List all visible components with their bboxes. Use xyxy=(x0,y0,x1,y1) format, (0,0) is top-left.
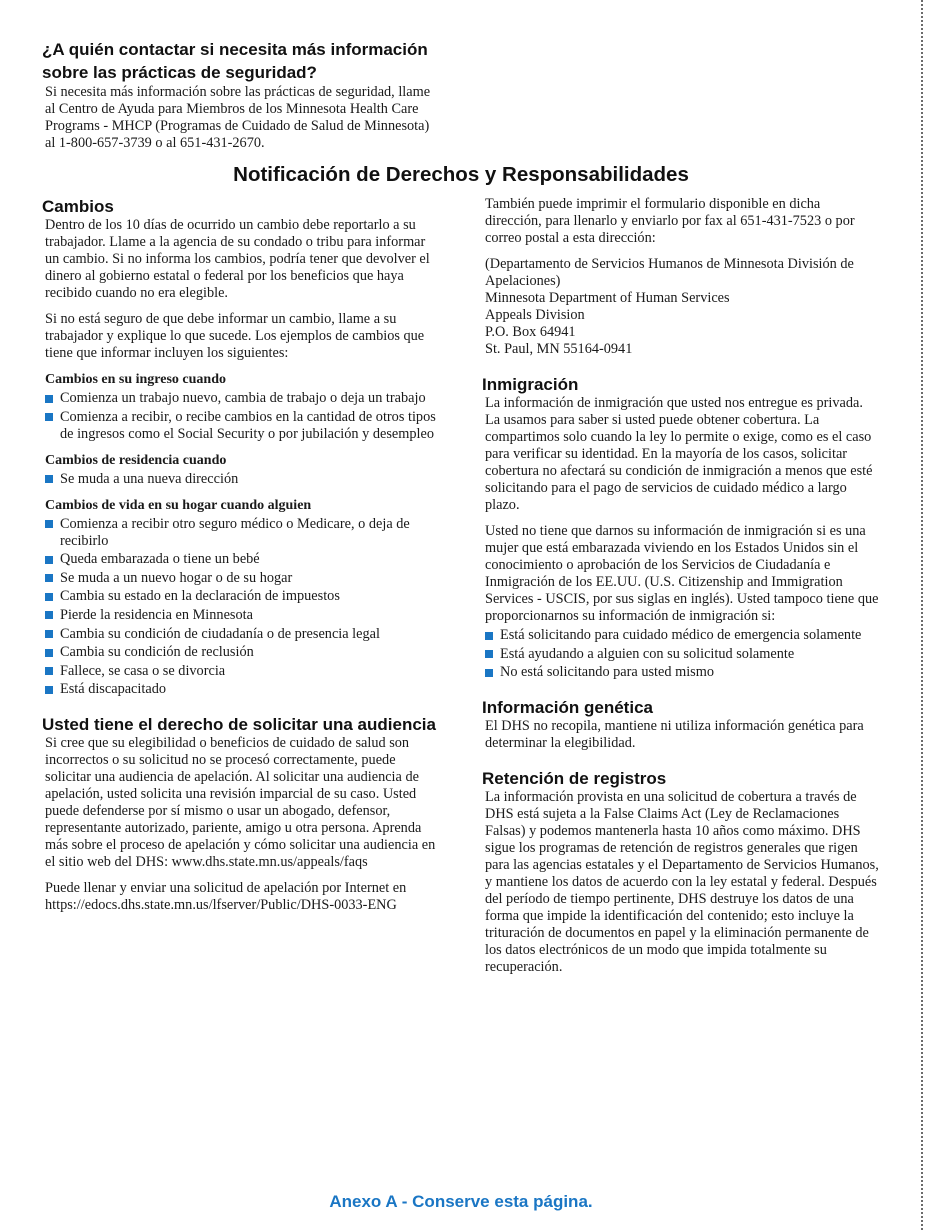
immigration-paragraph-1: La información de inmigración que usted nos entregue es privada. La usamos para saber si usted puede obtener cobertura. La compartimos solo cuando la ley lo permite o exige, como es el caso para verificar su identidad. En la mayoría de los casos, solicitar cobertura no afectará su condición de inmigración a menos que esté solicitando para el pago de servicios de cuidado médico a largo plazo. xyxy=(485,395,873,513)
immigration-heading: Inmigración xyxy=(482,375,579,394)
immigration-paragraph-2: Usted no tiene que darnos su información de inmigración si es una mujer que está embarazada viviendo en los Estados Unidos sin el conocimiento o aprobación de los Servicios de Ciudadanía e Inmigración de los EE.UU. (U.S. Citizenship and Immigration Services - USCIS, por sus siglas en inglés). Usted tampoco tiene que proporcionarnos su información de inmigración si: xyxy=(485,523,879,624)
list-item: Se muda a una nueva dirección xyxy=(45,471,440,488)
immigration-exceptions-list xyxy=(482,627,880,681)
cambios-paragraph-1: Dentro de los 10 días de ocurrido un cambio debe reportarlo a su trabajador. Llame a la agencia de su condado o tribu para informar un cambio. Si no informa los cambios, podría tener que devolver el dinero al gobierno estatal o federal por los beneficios que haya recibido cuando no era elegible. xyxy=(45,217,430,301)
list-item: No está solicitando para usted mismo xyxy=(485,664,880,681)
list-item: Fallece, se casa o se divorcia xyxy=(45,663,440,680)
hearing-paragraph-1: Si cree que su elegibilidad o beneficios de cuidado de salud son incorrectos o su solicitud no se procesó correctamente, puede solicitar una audiencia de apelación. Al solicitar una audiencia de apelación, usted solicita una revisión imparcial de su caso. Usted puede defenderse por sí mismo o usar un abogado, defensor, representante autorizado, pariente, amigo u otra persona. Aprenda más sobre el proceso de apelación y cómo solicitar una audiencia en el sitio web del DHS: www.dhs.state.mn.us/appeals/faqs xyxy=(45,735,436,871)
contact-heading: ¿A quién contactar si necesita más información sobre las prácticas de seguridad? xyxy=(42,40,428,82)
genetic-info-paragraph: El DHS no recopila, mantiene ni utiliza información genética para determinar la elegibilidad. xyxy=(485,718,864,752)
income-changes-subheading: Cambios en su ingreso cuando xyxy=(45,372,227,387)
left-column xyxy=(42,196,440,914)
life-changes-list xyxy=(42,516,440,699)
contact-section xyxy=(42,38,442,152)
list-item: Está ayudando a alguien con su solicitud solamente xyxy=(485,646,880,663)
life-changes-subheading: Cambios de vida en su hogar cuando alguien xyxy=(45,497,312,513)
records-retention-paragraph: La información provista en una solicitud de cobertura a través de DHS está sujeta a la False Claims Act (Ley de Reclamaciones Falsas) y podemos mantenerla hasta 10 años como máximo. DHS sigue los programas de retención de registros generales que rigen para las agencias estatales y el Departamento de Servicios Humanos, y mantiene los datos de acuerdo con la ley estatal y federal. Después del período de tiempo pertinente, DHS destruye los datos de una forma que impide la identificación del contenido; esto incluye la trituración de documentos en papel y la eliminación permanente de los datos electrónicos de un modo que impida totalmente su recuperación. xyxy=(485,789,879,976)
list-item: Comienza a recibir, o recibe cambios en la cantidad de otros tipos de ingresos como el Social Security o por jubilación y desempleo xyxy=(45,409,440,443)
hearing-heading: Usted tiene el derecho de solicitar una audiencia xyxy=(42,715,436,735)
list-item: Pierde la residencia en Minnesota xyxy=(45,607,440,624)
contact-text: Si necesita más información sobre las prácticas de seguridad, llame al Centro de Ayuda para Miembros de los Minnesota Health Care Programs - MHCP (Programas de Cuidado de Salud de Minnesota) al 1-800-657-3739 o al 651-431-2670. xyxy=(45,84,431,151)
cambios-heading: Cambios xyxy=(42,197,114,216)
residence-changes-list xyxy=(42,471,440,488)
right-column xyxy=(482,196,880,976)
list-item: Cambia su condición de reclusión xyxy=(45,644,440,661)
list-item: Comienza a recibir otro seguro médico o Medicare, o deja de recibirlo xyxy=(45,516,440,550)
list-item: Se muda a un nuevo hogar o de su hogar xyxy=(45,570,440,587)
footer-annex-note: Anexo A - Conserve esta página. xyxy=(329,1192,593,1211)
records-retention-heading: Retención de registros xyxy=(482,769,667,789)
income-changes-list xyxy=(42,390,440,443)
residence-changes-subheading: Cambios de residencia cuando xyxy=(45,452,227,468)
list-item: Cambia su condición de ciudadanía o de presencia legal xyxy=(45,626,440,643)
list-item: Cambia su estado en la declaración de impuestos xyxy=(45,588,440,605)
list-item: Comienza un trabajo nuevo, cambia de trabajo o deja un trabajo xyxy=(45,390,440,407)
hearing-paragraph-2: Puede llenar y enviar una solicitud de apelación por Internet en https://edocs.dhs.state.mn.us/lfserver/Public/DHS-0033-ENG xyxy=(45,880,407,914)
list-item: Está solicitando para cuidado médico de emergencia solamente xyxy=(485,627,880,644)
genetic-info-heading: Información genética xyxy=(482,698,653,718)
cambios-paragraph-2: Si no está seguro de que debe informar un cambio, llame a su trabajador y explique lo que sucede. Los ejemplos de cambios que tiene que informar incluyen los siguientes: xyxy=(45,311,425,361)
page-title: Notificación de Derechos y Responsabilidades xyxy=(233,163,689,186)
appeal-form-paragraph: También puede imprimir el formulario disponible en dicha dirección, para llenarlo y enviarlo por fax al 651-431-7523 o por correo postal a esta dirección: xyxy=(485,196,855,246)
list-item: Está discapacitado xyxy=(45,681,440,698)
list-item: Queda embarazada o tiene un bebé xyxy=(45,551,440,568)
mailing-address: (Departamento de Servicios Humanos de Minnesota División de Apelaciones) Minnesota Department of Human Services Appeals Division P.O. Box 64941 St. Paul, MN 55164-0941 xyxy=(485,256,854,357)
